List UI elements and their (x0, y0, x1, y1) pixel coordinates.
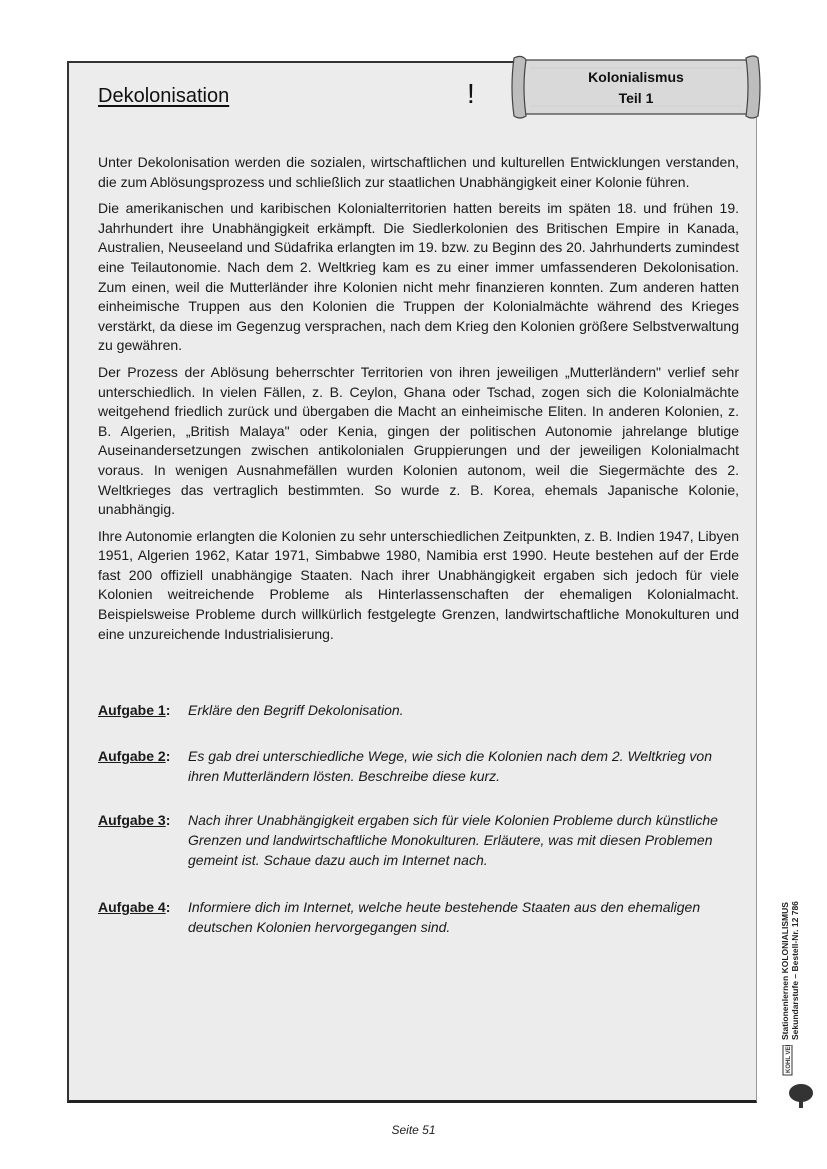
tree-logo-icon (781, 1045, 815, 1109)
task-label: Aufgabe 4: (98, 899, 171, 915)
publisher-logo (781, 1045, 815, 1109)
task-text: Informiere dich im Internet, welche heute bestehende Staaten aus den ehemaligen deutschen Kolonien hervorgegangen sind. (188, 899, 701, 935)
side-text (780, 850, 800, 1040)
title-scroll-banner (510, 54, 762, 120)
task-text: Es gab drei unterschiedliche Wege, wie sich die Kolonien nach dem 2. Weltkrieg von ihren Mutterländern lösten. Beschreibe diese kurz. (188, 748, 712, 784)
task-text: Erkläre den Begriff Dekolonisation. (188, 702, 404, 718)
paragraph: Der Prozess der Ablösung beherrschter Territorien von ihren jeweiligen „Mutterländern" verlief sehr unterschiedlich. In vielen Fällen, z. B. Ceylon, Ghana oder Tschad, zogen sich die Kolonialmächte weitgehend friedlich zurück und übergaben die Macht an einheimische Eliten. In anderen Kolonien, z. B. Algerien, „British Malaya" oder Kenia, gingen der politischen Autonomie jahrelange blutige Auseinandersetzungen zwischen antikolonialen Gruppierungen und der jeweiligen Kolonialmacht voraus. In wenigen Ausnahmefällen wurden Kolonien autonom, weil die Siegermächte des 2. Weltkrieges das vertraglich bestimmten. So wurde z. B. Korea, ehemals Japanische Kolonie, unabhängig. (98, 363, 739, 518)
paragraph: Die amerikanischen und karibischen Kolonialterritorien hatten bereits im späten 18. und frühen 19. Jahrhundert ihre Unabhängigkeit erkämpft. Die Siedlerkolonien des Britischen Empire in Kanada, Australien, Neuseeland und Südafrika erlangten im 19. bzw. zu Beginn des 20. Jahrhunderts zumindest eine Teilautonomie. Nach dem 2. Weltkrieg kam es zu einer immer umfassenderen Dekolonisation. Zum einen, weil die Mutterländer ihre Kolonien nicht mehr finanzieren konnten. Zum anderen hatten einheimische Truppen aus den Kolonien die Truppen der Kolonialmächte während des Krieges verstärkt, da diese im Gegenzug versprachen, nach dem Krieg den Kolonien größere Selbstverwaltung zu gewähren. (98, 200, 739, 354)
main-text (98, 153, 739, 651)
scroll-line-1: Kolonialismus (588, 69, 684, 85)
task-label: Aufgabe 2: (98, 748, 171, 764)
scroll-line-2: Teil 1 (618, 90, 654, 106)
exclamation-mark: ! (467, 78, 475, 109)
paragraph: Unter Dekolonisation werden die sozialen, wirtschaftlichen und kulturellen Entwicklungen verstanden, die zum Ablösungsprozess und schließlich zur staatlichen Unabhängigkeit einer Kolonie führen. (98, 154, 739, 190)
task-label: Aufgabe 1: (98, 702, 171, 718)
task-text: Nach ihrer Unabhängigkeit ergaben sich für viele Kolonien Probleme durch künstliche Grenzen und landwirtschaftliche Monokulturen. Erläutere, was mit diesen Problemen gemeint ist. Schaue dazu auch im Internet nach. (188, 812, 718, 868)
side-line-2: Sekundarstufe – Bestell-Nr. 12 786 (790, 901, 800, 1040)
side-publication-info (780, 858, 820, 1048)
task-label: Aufgabe 3: (98, 812, 171, 828)
page-title: Dekolonisation (98, 85, 230, 107)
publisher-name: KOHL VERLAG (786, 1045, 792, 1073)
page-number: Seite 51 (391, 1123, 436, 1137)
paragraph: Ihre Autonomie erlangten die Kolonien zu sehr unterschiedlichen Zeitpunkten, z. B. Indien 1947, Libyen 1951, Algerien 1962, Katar 1971, Simbabwe 1980, Namibia erst 1990. Heute bestehen auf der Erde fast 200 offiziell unabhängige Staaten. Nach ihrer Unabhängigkeit ergaben sich jedoch für viele Kolonien weitreichende Probleme als Hinterlassenschaften der ehemaligen Kolonialmacht. Beispielsweise Probleme durch willkürlich festgelegte Grenzen, landwirtschaftliche Monokulturen und eine unzureichende Industrialisierung. (98, 527, 739, 642)
side-line-1: Stationenlernen KOLONIALISMUS (780, 902, 790, 1040)
scroll-title (510, 67, 762, 109)
